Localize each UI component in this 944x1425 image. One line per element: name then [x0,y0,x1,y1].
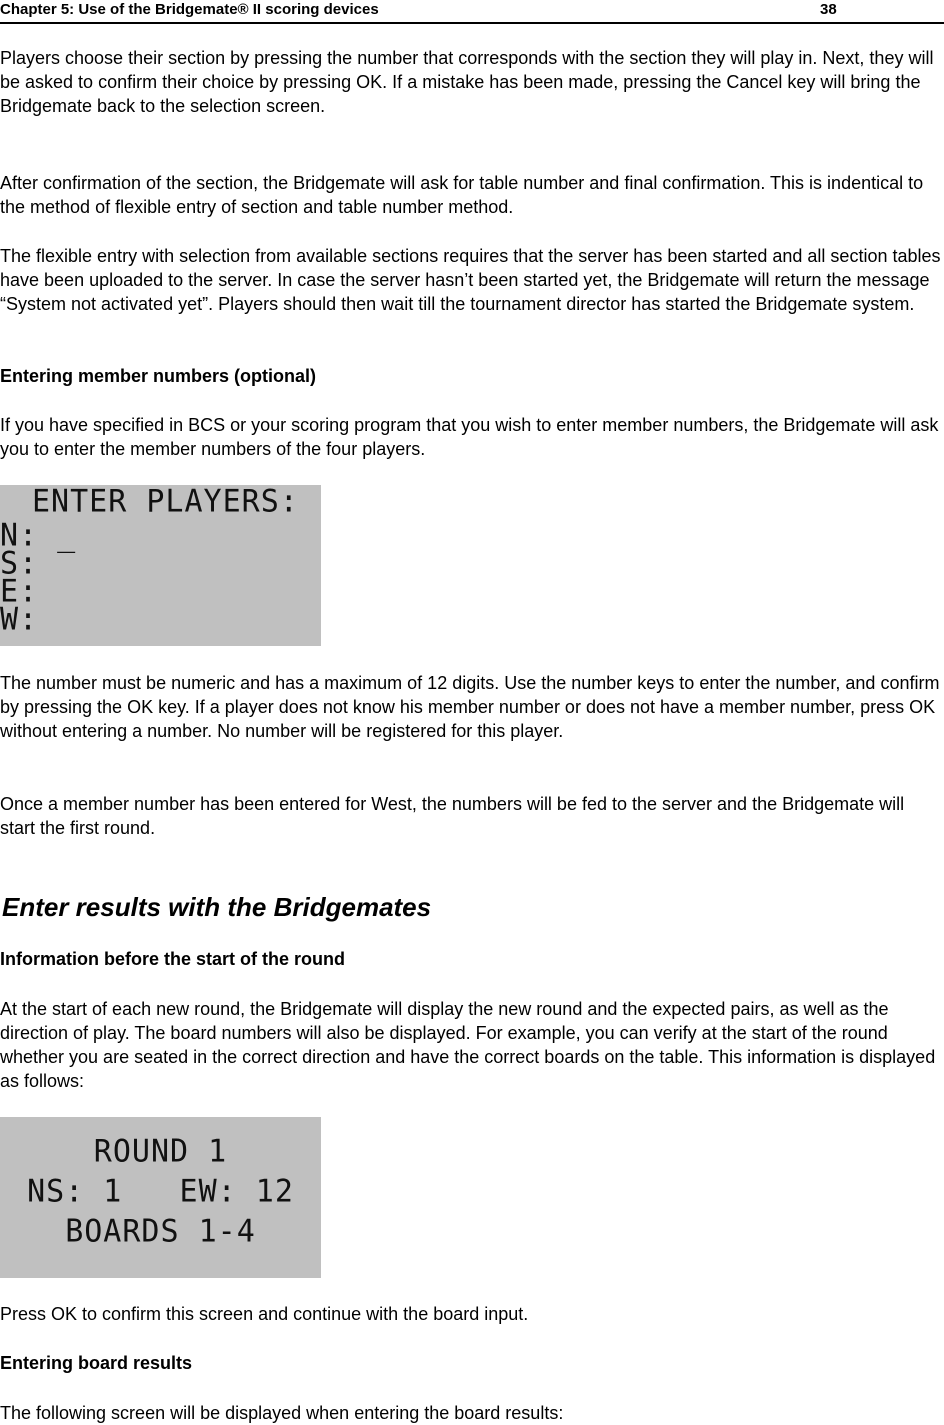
heading-info-before-round: Information before the start of the round [0,949,345,969]
lcd-round-screen [0,1117,321,1278]
paragraph-section-choice: Players choose their section by pressing the number that corresponds with the section they will play in. Next, they will be asked to confirm their choice by pressing OK. If a mistake has been made, pressing the Cancel key will bring the Bridgemate back to the selection screen. [0,48,934,116]
page-number: 38 [820,1,837,18]
paragraph-section-confirmation: After confirmation of the section, the Bridgemate will ask for table number and final confirmation. This is indentical to the method of flexible entry of section and table number method. [0,173,924,217]
heading-board-results: Entering board results [0,1353,193,1373]
paragraph-after-west: Once a member number has been entered for West, the numbers will be fed to the server and the Bridgemate will start the first round. [0,794,905,838]
heading-enter-results: Enter results with the Bridgemates [2,892,432,922]
paragraph-round-info: At the start of each new round, the Bridgemate will display the new round and the expected pairs, as well as the direction of play. The board numbers will also be displayed. For example, you can verify at the start of the round whether you are seated in the correct direction and have the correct boards on the table. This information is displayed as follows: [0,999,936,1091]
lcd-line-east: E: [0,573,39,610]
page-header [0,0,944,24]
lcd-enter-players-screen [0,485,321,646]
paragraph-flexible-entry: The flexible entry with selection from available sections requires that the server has been started and all section tables have been uploaded to the server. In case the server hasn’t been started yet, the Bridgemate will return the message “System not activated yet”. Players should then wait till the tournament director has started the Bridgemate system. [0,246,941,314]
lcd-line-west: W: [0,601,39,638]
paragraph-board-results-screen: The following screen will be displayed when entering the board results: [0,1403,564,1423]
lcd-title: ENTER PLAYERS: [32,485,299,520]
lcd-pairs: NS: 1 EW: 12 [27,1173,294,1210]
paragraph-member-numbers-intro: If you have specified in BCS or your scoring program that you wish to enter member numbers, the Bridgemate will ask you to enter the member numbers of the four players. [0,415,939,459]
paragraph-number-rules: The number must be numeric and has a maximum of 12 digits. Use the number keys to enter the number, and confirm by pressing the OK key. If a player does not know his member number or does not have a member number, press OK without entering a number. No number will be registered for this player. [0,673,940,741]
lcd-line-south: S: [0,545,39,582]
lcd-boards: BOARDS 1-4 [65,1213,256,1250]
chapter-title: Chapter 5: Use of the Bridgemate® II scoring devices [0,1,379,18]
heading-member-numbers: Entering member numbers (optional) [0,366,317,386]
lcd-round-number: ROUND 1 [93,1133,228,1170]
paragraph-press-ok: Press OK to confirm this screen and continue with the board input. [0,1304,529,1324]
lcd-line-north: N: _ [0,517,77,554]
